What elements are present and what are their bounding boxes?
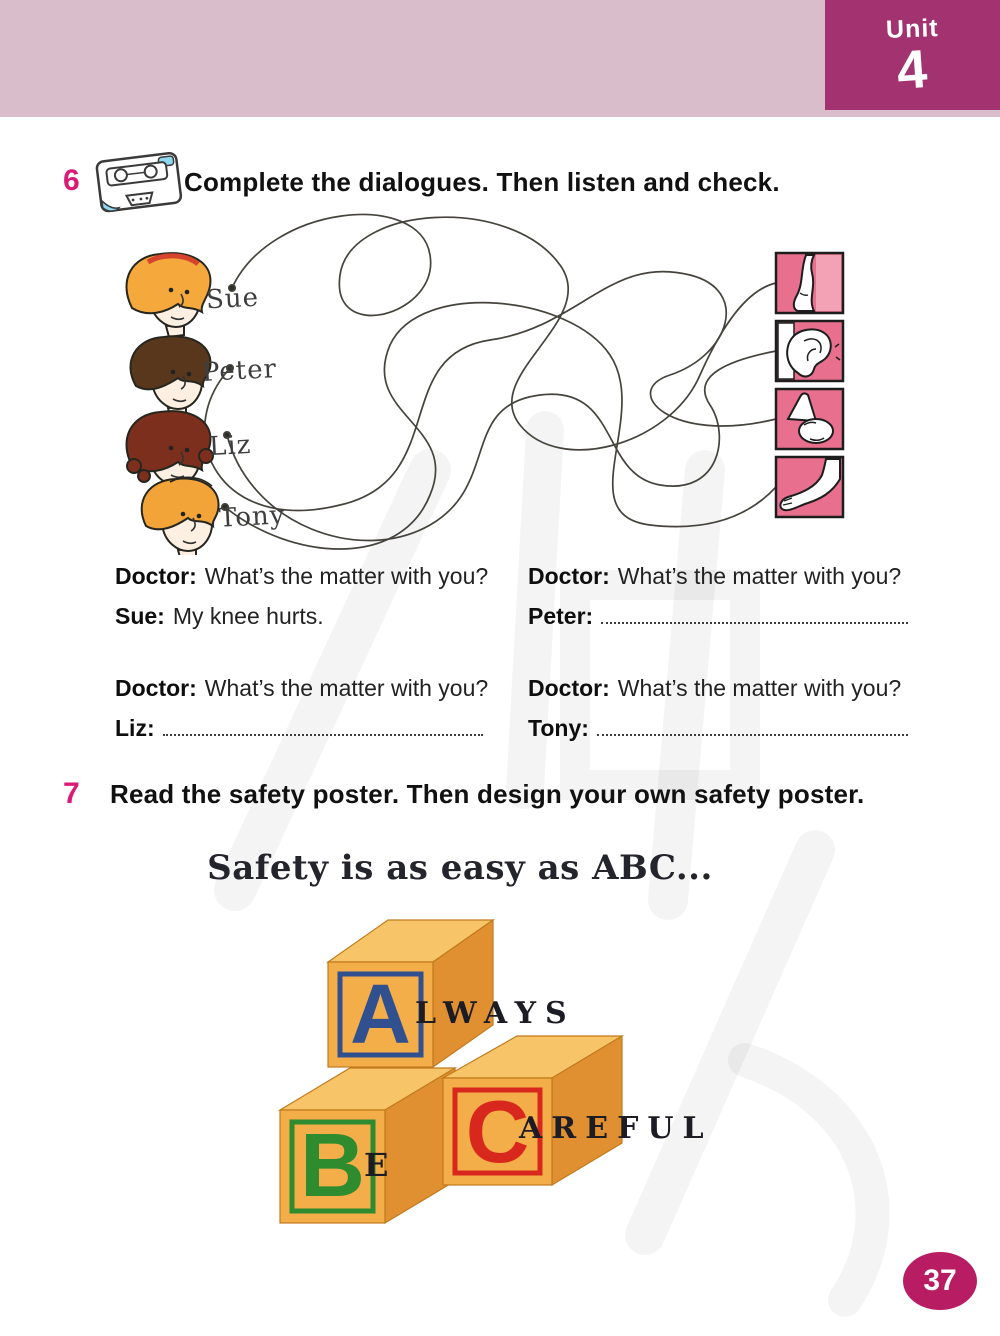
maze-name-tony: Tony [218, 500, 287, 534]
dialogue-text: My knee hurts. [172, 603, 324, 629]
speaker-label: Sue: [115, 603, 165, 629]
maze-name-sue: Sue [205, 282, 260, 316]
answer-blank-tony[interactable] [597, 734, 908, 736]
dialogue-sue [115, 563, 495, 643]
ear-icon [776, 321, 843, 381]
answer-blank-peter[interactable] [601, 622, 908, 624]
finger-icon [776, 389, 843, 449]
speaker-label: Tony: [528, 715, 589, 741]
speaker-label: Peter: [528, 603, 594, 629]
block-word-be-rest: E [364, 1146, 389, 1184]
unit-number: 4 [895, 38, 930, 101]
dialogue-text: What’s the matter with you? [204, 675, 489, 701]
block-letter-b: B [300, 1116, 365, 1216]
speaker-label: Doctor: [528, 563, 610, 589]
block-letter-c: C [465, 1081, 530, 1181]
page-number: 37 [923, 1264, 957, 1297]
exercise7-title: Read the safety poster. Then design your own safety poster. [110, 779, 865, 809]
exercise7-number: 7 [63, 777, 80, 810]
dialogue-text: What’s the matter with you? [617, 675, 902, 701]
block-letter-a: A [350, 967, 411, 1061]
face-sue [127, 253, 211, 337]
block-word-always-rest: LWAYS [415, 996, 576, 1031]
face-tony [142, 477, 219, 555]
dialogue-text: What’s the matter with you? [617, 563, 902, 589]
speaker-label: Doctor: [528, 675, 610, 701]
poster-headline: Safety is as easy as ABC... [207, 848, 713, 888]
maze-name-liz: Liz [208, 429, 253, 463]
dialogue-peter [528, 563, 908, 643]
arm-icon [776, 457, 843, 517]
speaker-label: Doctor: [115, 563, 197, 589]
exercise6-title: Complete the dialogues. Then listen and check. [184, 167, 780, 197]
knee-icon [776, 253, 843, 313]
maze-name-peter: Peter [201, 354, 278, 388]
unit-label: Unit [885, 13, 940, 44]
answer-blank-liz[interactable] [163, 734, 483, 736]
dialogue-liz [115, 675, 489, 755]
tangle-lines [205, 215, 776, 549]
face-peter [131, 336, 211, 419]
dialogue-tony [528, 675, 908, 755]
page-number-badge [903, 1252, 977, 1310]
exercise6-number: 6 [63, 164, 80, 197]
speaker-label: Doctor: [115, 675, 197, 701]
block-word-careful-rest: AREFUL [519, 1111, 713, 1146]
dialogue-text: What’s the matter with you? [204, 563, 489, 589]
speaker-label: Liz: [115, 715, 155, 741]
unit-tab [825, 0, 1000, 110]
